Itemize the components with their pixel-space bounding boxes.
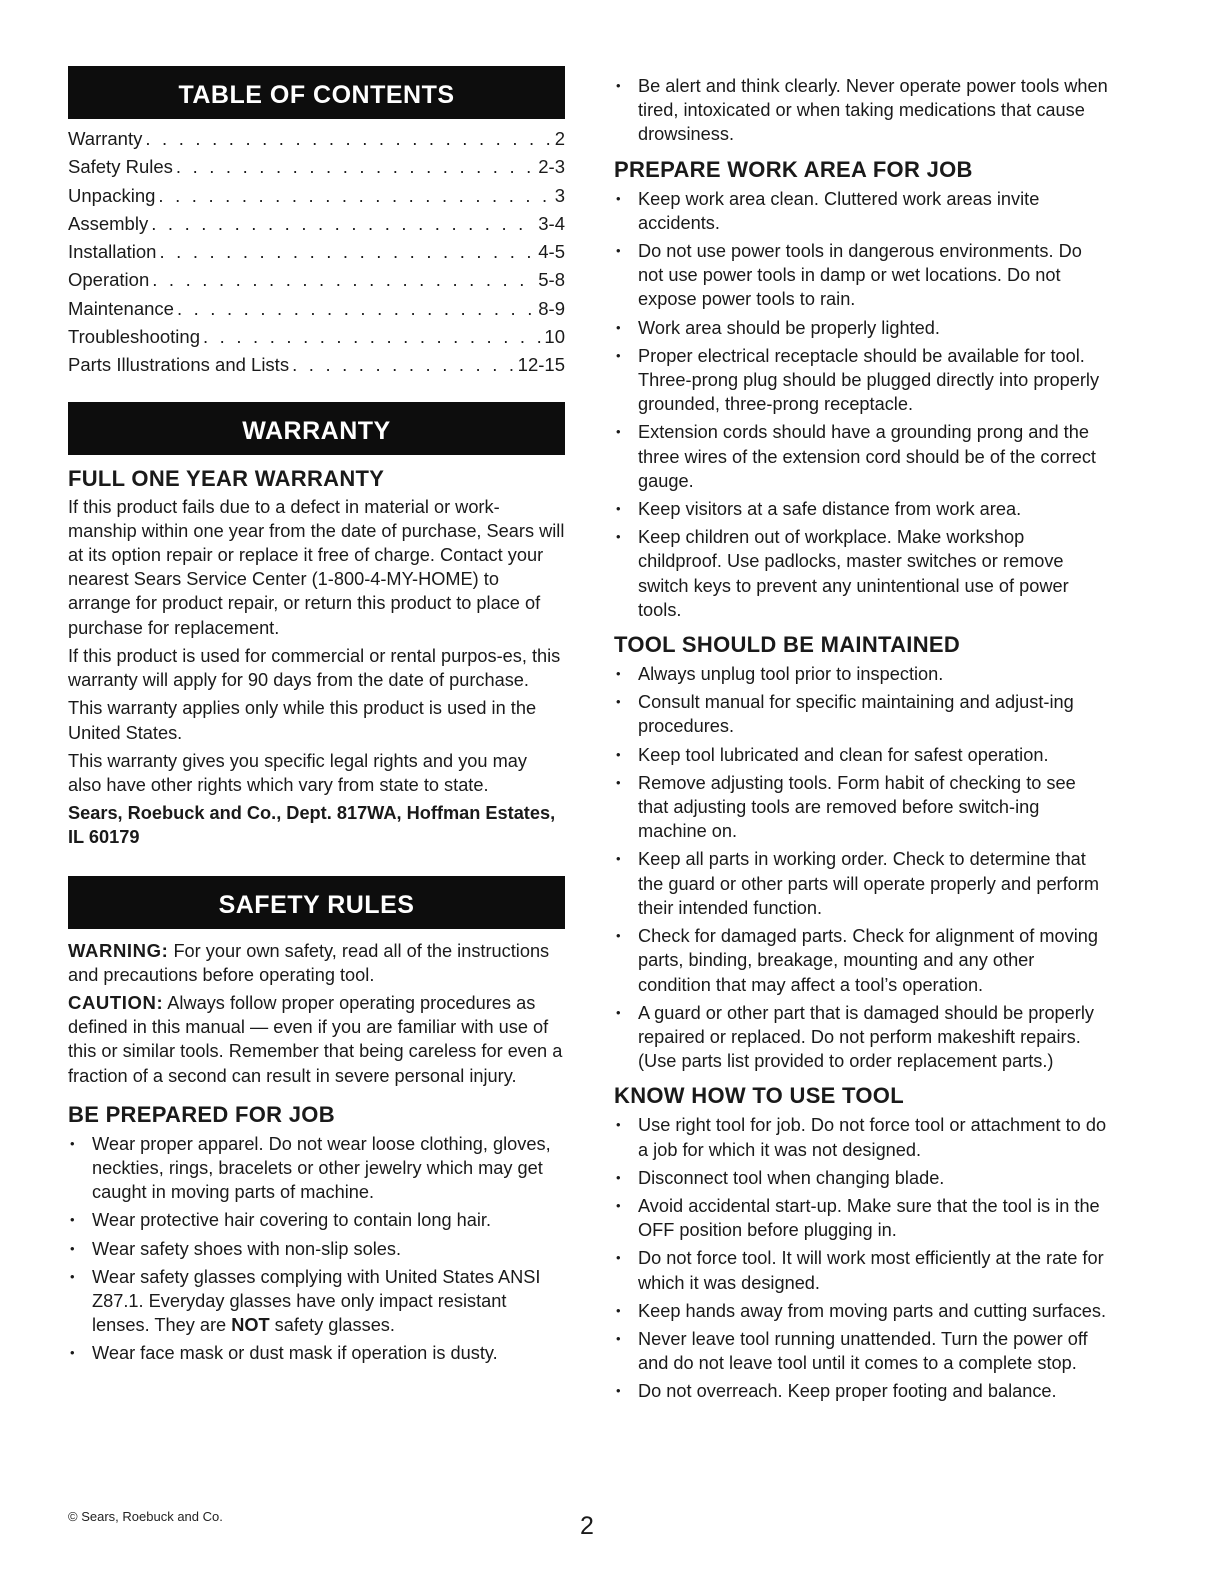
prepare-work-area-list [614, 187, 1110, 622]
toc-entry-label: Warranty [68, 128, 143, 149]
list-item: • Never leave tool running unattended. Turn the power off and do not leave tool until it comes to a complete stop. [614, 1327, 1110, 1375]
toc-entry[interactable] [68, 182, 565, 210]
list-item: • Keep all parts in working order. Check to determine that the guard or other parts will operate properly and perform their intended function. [614, 847, 1110, 920]
toc-entry-page: 3-4 [538, 212, 565, 234]
toc-entry[interactable] [68, 238, 565, 266]
list-item: • Use right tool for job. Do not force tool or attachment to do a job for which it was not designed. [614, 1113, 1110, 1161]
toc-entry[interactable] [68, 210, 565, 238]
list-item: • Always unplug tool prior to inspection. [614, 662, 1110, 686]
warranty-paragraph: If this product fails due to a defect in material or work-manship within one year from the date of purchase, Sears will at its option repair or replace it free of charge. Contact your nearest Sears Service Center (1-800-4-MY-HOME) to arrange for product repair, or return this product to place of purchase for replacement. [68, 496, 565, 638]
list-item: • A guard or other part that is damaged should be properly repaired or replaced. Do not perform makeshift repairs. (Use parts list provided to order replacement parts.) [614, 1001, 1110, 1074]
list-item: • Wear face mask or dust mask if operation is dusty. [68, 1341, 565, 1365]
list-item: • Avoid accidental start-up. Make sure that the tool is in the OFF position before plugging in. [614, 1194, 1110, 1242]
toc-entry[interactable] [68, 266, 565, 294]
toc-entry[interactable] [68, 125, 565, 153]
know-tool-heading: KNOW HOW TO USE TOOL [614, 1083, 904, 1109]
warranty-banner: WARRANTY [68, 402, 565, 455]
warning-paragraph [68, 939, 565, 987]
toc-entry-page: 3 [554, 184, 565, 206]
list-item: • Keep visitors at a safe distance from work area. [614, 497, 1110, 521]
copyright-icon: © [68, 1509, 78, 1524]
toc-entry-label: Installation [68, 241, 157, 263]
list-item: • Consult manual for specific maintaining and adjust-ing procedures. [614, 690, 1110, 738]
list-item: • Disconnect tool when changing blade. [614, 1166, 1110, 1190]
toc-entry-page: 8-9 [538, 297, 565, 319]
list-item: • Keep tool lubricated and clean for safest operation. [614, 743, 1110, 767]
list-item: • Work area should be properly lighted. [614, 316, 1110, 340]
list-item: • Remove adjusting tools. Form habit of checking to see that adjusting tools are removed before switch-ing machine on. [614, 771, 1110, 844]
toc-entry-label: Troubleshooting [68, 326, 200, 348]
toc-entry-label: Parts Illustrations and Lists [68, 354, 290, 376]
warranty-paragraph: This warranty applies only while this product is used in the United States. [68, 698, 537, 743]
caution-paragraph [68, 991, 565, 1088]
page-number: 2 [580, 1512, 594, 1540]
list-item: • Be alert and think clearly. Never operate power tools when tired, intoxicated or when taking medications that cause drowsiness. [614, 74, 1110, 147]
warranty-address: Sears, Roebuck and Co., Dept. 817WA, Hoffman Estates, IL 60179 [68, 803, 556, 848]
copyright-text: Sears, Roebuck and Co. [81, 1509, 223, 1524]
list-item: • Do not force tool. It will work most efficiently at the rate for which it was designed. [614, 1246, 1110, 1294]
list-item: • Wear safety glasses complying with United States ANSI Z87.1. Everyday glasses have only impact resistant lenses. They are NOT safety glasses. [68, 1265, 565, 1338]
left-column [68, 66, 565, 1370]
table-of-contents [68, 125, 565, 380]
list-item: • Wear proper apparel. Do not wear loose clothing, gloves, neckties, rings, bracelets or other jewelry which may get caught in moving parts of machine. [68, 1132, 565, 1205]
copyright-notice [68, 1509, 223, 1524]
list-item: • Wear protective hair covering to contain long hair. [68, 1208, 565, 1232]
list-item: • Keep children out of workplace. Make workshop childproof. Use padlocks, master switches or remove switch keys to prevent any unintentional use of power tools. [614, 525, 1110, 622]
list-item: • Do not use power tools in dangerous environments. Do not use power tools in damp or wet locations. Do not expose power tools to rain. [614, 239, 1110, 312]
warning-text: For your own safety, read all of the instructions and precautions before operating tool. [68, 940, 550, 985]
toc-entry-page: 10 [544, 326, 565, 348]
list-item: • Keep work area clean. Cluttered work areas invite accidents. [614, 187, 1110, 235]
list-item: • Proper electrical receptacle should be available for tool. Three-prong plug should be plugged directly into properly grounded, three-prong receptacle. [614, 344, 1110, 417]
safety-rules-banner: SAFETY RULES [68, 876, 565, 929]
warranty-paragraph: If this product is used for commercial or rental purpos-es, this warranty will apply for 90 days from the date of purchase. [68, 645, 561, 691]
toc-entry-page: 12-15 [517, 354, 565, 376]
prepare-work-area-heading: PREPARE WORK AREA FOR JOB [614, 156, 973, 182]
toc-entry-label: Safety Rules [68, 156, 173, 178]
warranty-heading: FULL ONE YEAR WARRANTY [68, 465, 385, 491]
toc-entry-label: Operation [68, 269, 150, 291]
toc-banner: TABLE OF CONTENTS [68, 66, 565, 119]
warning-label: WARNING: [68, 939, 169, 961]
toc-entry-page: 4-5 [538, 241, 565, 263]
be-prepared-list [68, 1132, 565, 1366]
list-item: • Check for damaged parts. Check for alignment of moving parts, binding, breakage, mounting and any other condition that may affect a tool’s operation. [614, 924, 1110, 997]
know-tool-list [614, 1113, 1110, 1403]
toc-entry-label: Assembly [68, 212, 149, 234]
tool-maintained-heading: TOOL SHOULD BE MAINTAINED [614, 632, 961, 658]
emphasis-not: NOT [231, 1315, 270, 1336]
list-item: • Keep hands away from moving parts and cutting surfaces. [614, 1299, 1110, 1323]
toc-entry-label: Unpacking [68, 184, 156, 206]
toc-entry[interactable] [68, 153, 565, 181]
warranty-paragraph: This warranty gives you specific legal rights and you may also have other rights which vary from state to state. [68, 750, 527, 795]
be-prepared-heading: BE PREPARED FOR JOB [68, 1101, 335, 1127]
caution-label: CAUTION: [68, 991, 164, 1013]
toc-entry[interactable] [68, 323, 565, 351]
list-item: • Extension cords should have a grounding prong and the three wires of the extension cord should be of the correct gauge. [614, 420, 1110, 493]
toc-entry-page: 2-3 [538, 156, 565, 178]
toc-entry[interactable] [68, 351, 565, 379]
tool-maintained-list [614, 662, 1110, 1073]
list-item: • Do not overreach. Keep proper footing and balance. [614, 1379, 1110, 1403]
caution-text: Always follow proper operating procedures as defined in this manual — even if you are familiar with use of this or similar tools. Remember that being careless for even a fraction of a second can result in severe personal injury. [68, 992, 563, 1086]
toc-entry-page: 2 [554, 128, 565, 149]
toc-entry[interactable] [68, 295, 565, 323]
right-column [614, 74, 1110, 1408]
list-item: • Wear safety shoes with non-slip soles. [68, 1237, 565, 1261]
alertness-list [614, 74, 1110, 147]
toc-entry-label: Maintenance [68, 297, 174, 319]
toc-entry-page: 5-8 [538, 269, 565, 291]
